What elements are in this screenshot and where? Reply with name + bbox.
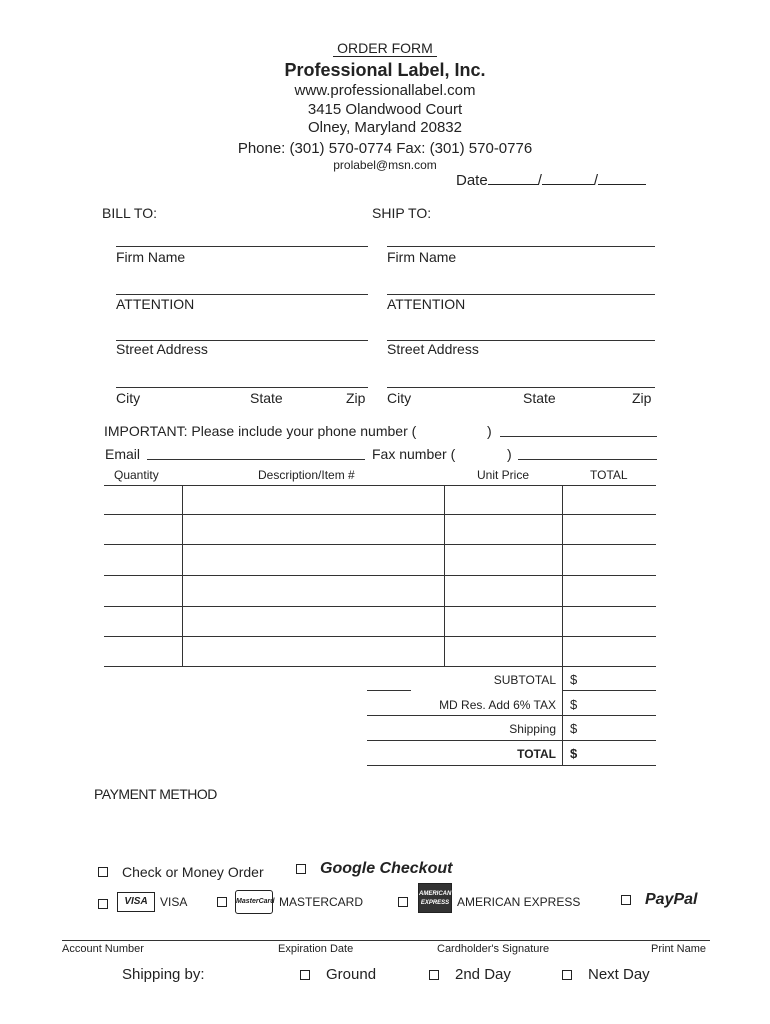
signature-row-line[interactable] — [62, 940, 710, 941]
shipping-label: Shipping — [509, 722, 556, 736]
shipping-field[interactable] — [367, 740, 656, 741]
mastercard-card-icon: MasterCard — [235, 890, 273, 914]
phone-paren-close: ) — [487, 423, 492, 439]
company-phone-fax: Phone: (301) 570-0774 Fax: (301) 570-0776 — [237, 140, 533, 157]
ship-attention-label: ATTENTION — [387, 296, 466, 312]
second-day-checkbox[interactable] — [429, 970, 439, 980]
payment-method-heading: PAYMENT METHOD — [94, 786, 217, 802]
bill-city-label: City — [116, 390, 141, 406]
tax-label: MD Res. Add 6% TAX — [439, 698, 556, 712]
check-checkbox[interactable] — [98, 867, 108, 877]
col-header-total: TOTAL — [590, 468, 628, 482]
table-row[interactable] — [104, 575, 656, 576]
table-row[interactable] — [104, 636, 656, 637]
fax-label: Fax number ( — [372, 446, 456, 462]
paypal-label: PayPal — [645, 891, 698, 908]
email-line[interactable] — [147, 459, 365, 460]
account-number-label: Account Number — [62, 943, 144, 955]
col-header-description: Description/Item # — [258, 468, 355, 482]
table-row[interactable] — [104, 544, 656, 545]
bill-firm-line[interactable] — [116, 246, 368, 247]
important-phone-label: IMPORTANT: Please include your phone number ( — [104, 423, 417, 439]
phone-line[interactable] — [500, 436, 657, 437]
totals-divider — [562, 666, 563, 766]
visa-card-icon: VISA — [117, 892, 155, 912]
print-name-label: Print Name — [651, 943, 707, 955]
amex-checkbox[interactable] — [398, 897, 408, 907]
ship-city-line[interactable] — [387, 387, 655, 388]
ship-firm-line[interactable] — [387, 246, 655, 247]
google-checkout-label: Google Checkout — [320, 860, 453, 877]
ship-firm-label: Firm Name — [387, 249, 457, 265]
mastercard-checkbox[interactable] — [217, 897, 227, 907]
company-address-line1: 3415 Olandwood Court — [307, 101, 463, 118]
ship-attention-line[interactable] — [387, 294, 655, 295]
bill-state-label: State — [250, 390, 283, 406]
next-day-checkbox[interactable] — [562, 970, 572, 980]
fax-paren-close: ) — [507, 446, 512, 462]
next-day-label: Next Day — [588, 966, 650, 983]
company-email: prolabel@msn.com — [333, 158, 437, 172]
shipping-by-label: Shipping by: — [122, 966, 205, 983]
ground-checkbox[interactable] — [300, 970, 310, 980]
bill-attention-label: ATTENTION — [116, 296, 195, 312]
bill-zip-label: Zip — [346, 390, 366, 406]
total-field[interactable] — [367, 765, 656, 766]
subtotal-field[interactable] — [562, 690, 656, 691]
table-row[interactable] — [104, 606, 656, 607]
visa-label: VISA — [160, 895, 188, 909]
ship-to-heading: SHIP TO: — [372, 205, 432, 221]
check-label: Check or Money Order — [122, 864, 264, 880]
ship-city-label: City — [387, 390, 412, 406]
mastercard-label: MASTERCARD — [279, 895, 364, 909]
visa-checkbox[interactable] — [98, 899, 108, 909]
table-bottom-line — [104, 666, 656, 667]
subtotal-label: SUBTOTAL — [493, 673, 556, 687]
tax-field[interactable] — [367, 715, 656, 716]
total-currency: $ — [570, 746, 578, 761]
total-label: TOTAL — [517, 747, 556, 761]
bill-to-heading: BILL TO: — [102, 205, 157, 221]
company-address-line2: Olney, Maryland 20832 — [308, 119, 462, 136]
ground-label: Ground — [326, 966, 377, 983]
second-day-label: 2nd Day — [455, 966, 511, 983]
tax-currency: $ — [570, 697, 578, 712]
company-name: Professional Label, Inc. — [284, 60, 486, 80]
bill-street-label: Street Address — [116, 341, 208, 357]
table-top-line — [104, 485, 656, 486]
amex-card-icon: AMERICAN EXPRESS — [418, 883, 452, 913]
bill-attention-line[interactable] — [116, 294, 368, 295]
shipping-currency: $ — [570, 721, 578, 736]
ship-zip-label: Zip — [632, 390, 652, 406]
email-label: Email — [105, 446, 141, 462]
expiration-date-label: Expiration Date — [278, 943, 354, 955]
fax-line[interactable] — [518, 459, 657, 460]
form-title: ORDER FORM — [0, 40, 770, 56]
paypal-checkbox[interactable] — [621, 895, 631, 905]
subtotal-currency: $ — [570, 672, 578, 687]
col-header-unit-price: Unit Price — [477, 468, 530, 482]
bill-firm-label: Firm Name — [116, 249, 186, 265]
col-header-quantity: Quantity — [114, 468, 159, 482]
date-label: Date — [456, 172, 488, 189]
totals-rule — [367, 690, 411, 691]
ship-state-label: State — [523, 390, 556, 406]
company-website: www.professionallabel.com — [294, 82, 476, 99]
google-checkout-checkbox[interactable] — [296, 864, 306, 874]
ship-street-label: Street Address — [387, 341, 479, 357]
cardholder-signature-label: Cardholder's Signature — [437, 943, 550, 955]
bill-city-line[interactable] — [116, 387, 368, 388]
table-row[interactable] — [104, 514, 656, 515]
amex-label: AMERICAN EXPRESS — [457, 895, 581, 909]
date-field[interactable]: Date / / — [456, 172, 646, 189]
